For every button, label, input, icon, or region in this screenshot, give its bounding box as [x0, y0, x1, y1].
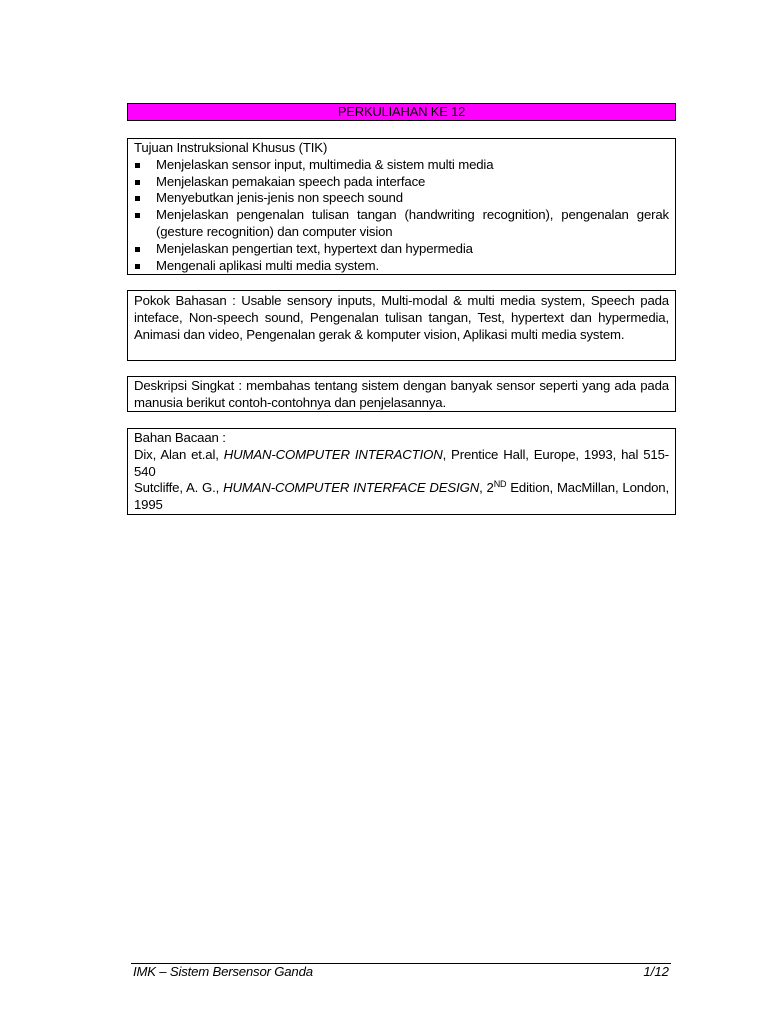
footer-page-number: 1/12 — [643, 964, 669, 979]
list-item-text: Menjelaskan pengertian text, hypertext dan hypermedia — [156, 240, 473, 256]
list-item-text: Menjelaskan pemakaian speech pada interface — [156, 173, 426, 189]
deskripsi-box — [127, 376, 676, 412]
list-item — [134, 258, 669, 275]
reference-1-rest: , Prentice Hall, Europe, 1993, hal 515-540 — [134, 446, 669, 479]
list-item-text: Mengenali aplikasi multi media system. — [156, 257, 379, 273]
list-item — [134, 157, 669, 174]
square-bullet-icon — [135, 247, 140, 252]
footer-course-title: IMK – Sistem Bersensor Ganda — [133, 964, 313, 979]
list-item — [134, 241, 669, 258]
square-bullet-icon — [135, 264, 140, 269]
bahan-bacaan-heading: Bahan Bacaan : — [134, 430, 226, 445]
deskripsi-text: Deskripsi Singkat : membahas tentang sistem dengan banyak sensor seperti yang ada pada manusia berikut contoh-contohnya dan penjelasannya. — [134, 378, 669, 410]
list-item-text: Menjelaskan pengenalan tulisan tangan (handwriting recognition), pengenalan gerak (gesture recognition) dan computer vision — [156, 207, 669, 239]
square-bullet-icon — [135, 180, 140, 185]
tik-list — [134, 157, 669, 275]
list-item — [134, 190, 669, 207]
reference-2-edition-sep: , — [479, 480, 487, 496]
square-bullet-icon — [135, 163, 140, 168]
reference-2-title: HUMAN-COMPUTER INTERFACE DESIGN — [223, 480, 480, 496]
list-item — [134, 174, 669, 191]
lecture-title-bar — [127, 103, 676, 121]
reference-1-title: HUMAN-COMPUTER INTERACTION — [223, 446, 443, 462]
list-item-text: Menyebutkan jenis-jenis non speech sound — [156, 190, 403, 206]
pokok-bahasan-text: Pokok Bahasan : Usable sensory inputs, Multi-modal & multi media system, Speech pada inteface, Non-speech sound, Pengenalan tulisan tangan, Test, hypertext dan hypermedia, Animasi dan video, Pengenalan gerak & komputer vision, Aplikasi multi media system. — [134, 293, 669, 342]
reference-2 — [134, 480, 669, 514]
tik-heading: Tujuan Instruksional Khusus (TIK) — [134, 140, 328, 155]
reference-1-authors: Dix, Alan et.al, — [134, 446, 219, 462]
reference-2-rest: Edition, MacMillan, London, 1995 — [134, 480, 670, 513]
square-bullet-icon — [135, 213, 140, 218]
lecture-title: PERKULIAHAN KE 12 — [337, 104, 466, 119]
reference-1 — [134, 447, 669, 481]
pokok-bahasan-box — [127, 290, 676, 361]
list-item-text: Menjelaskan sensor input, multimedia & sistem multi media — [156, 156, 494, 172]
square-bullet-icon — [135, 196, 140, 201]
tik-box — [127, 138, 676, 275]
list-item — [134, 207, 669, 241]
reference-2-authors: Sutcliffe, A. G., — [134, 480, 220, 496]
reference-2-edition-sup: ND — [493, 479, 507, 490]
bahan-bacaan-box — [127, 428, 676, 515]
reference-2-edition-num: 2 — [486, 480, 494, 496]
